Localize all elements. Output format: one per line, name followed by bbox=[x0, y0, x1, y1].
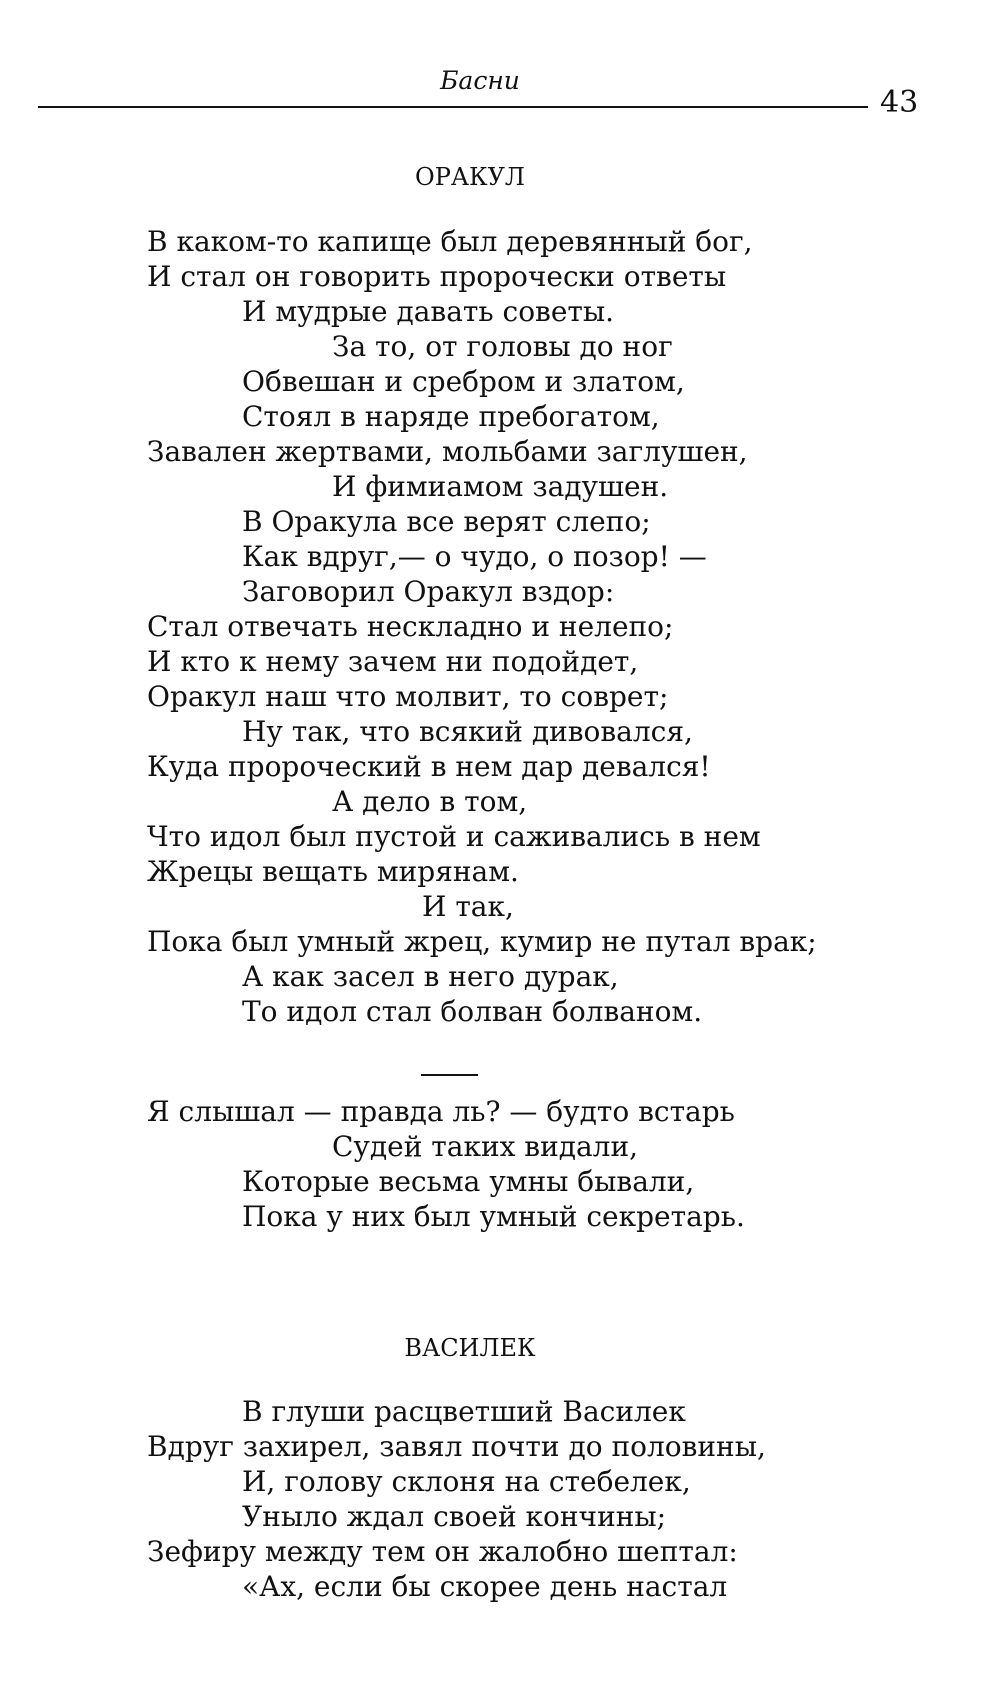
poem-line: Стоял в наряде пребогатом, bbox=[242, 400, 660, 433]
poem-line: Завален жертвами, мольбами заглушен, bbox=[147, 435, 748, 468]
poem-line: В глуши расцветший Василек bbox=[242, 1395, 686, 1428]
poem-line: За то, от головы до ног bbox=[332, 330, 673, 363]
moral-line: Которые весьма умны бывали, bbox=[242, 1165, 695, 1198]
moral-line: Пока у них был умный секретарь. bbox=[242, 1200, 745, 1233]
poem-line: И фимиамом задушен. bbox=[332, 470, 669, 503]
poem-line: Оракул наш что молвит, то соврет; bbox=[147, 680, 669, 713]
poem-line: Ну так, что всякий дивовался, bbox=[242, 715, 693, 748]
poem-line: Как вдруг,— о чудо, о позор! — bbox=[242, 540, 707, 573]
poem-line: А как засел в него дурак, bbox=[242, 960, 619, 993]
section-divider bbox=[421, 1074, 478, 1076]
poem-line: Куда пророческий в нем дар девался! bbox=[147, 750, 711, 783]
poem-line: Стал отвечать нескладно и нелепо; bbox=[147, 610, 674, 643]
header-rule bbox=[38, 106, 868, 108]
poem-line: Обвешан и сребром и златом, bbox=[242, 365, 685, 398]
moral-line: Я слышал — правда ль? — будто встарь bbox=[147, 1095, 735, 1128]
poem-line: И так, bbox=[422, 890, 514, 923]
poem-line: То идол стал болван болваном. bbox=[242, 995, 703, 1028]
poem-line: Жрецы вещать мирянам. bbox=[147, 855, 519, 888]
poem-line: Пока был умный жрец, кумир не путал врак; bbox=[147, 925, 817, 958]
running-head: Басни bbox=[440, 66, 520, 95]
poem-line: «Ах, если бы скорее день настал bbox=[242, 1570, 728, 1603]
poem-line: А дело в том, bbox=[332, 785, 528, 818]
moral-line: Судей таких видали, bbox=[332, 1130, 639, 1163]
cornflower-title: ВАСИЛЕК bbox=[404, 1334, 536, 1362]
poem-line: Вдруг захирел, завял почти до половины, bbox=[147, 1430, 766, 1463]
poem-line: И кто к нему зачем ни подойдет, bbox=[147, 645, 639, 678]
poem-line: И, голову склоня на стебелек, bbox=[242, 1465, 691, 1498]
poem-line: В Оракула все верят слепо; bbox=[242, 505, 651, 538]
poem-line: Уныло ждал своей кончины; bbox=[242, 1500, 667, 1533]
page-number: 43 bbox=[880, 85, 919, 120]
poem-line: Что идол был пустой и саживались в нем bbox=[147, 820, 761, 853]
poem-line: Заговорил Оракул вздор: bbox=[242, 575, 615, 608]
poem-line: В каком-то капище был деревянный бог, bbox=[147, 225, 753, 258]
poem-line: И мудрые давать советы. bbox=[242, 295, 615, 328]
poem-line: Зефиру между тем он жалобно шептал: bbox=[147, 1535, 738, 1568]
oracle-title: ОРАКУЛ bbox=[415, 163, 525, 191]
poem-line: И стал он говорить пророчески ответы bbox=[147, 260, 727, 293]
